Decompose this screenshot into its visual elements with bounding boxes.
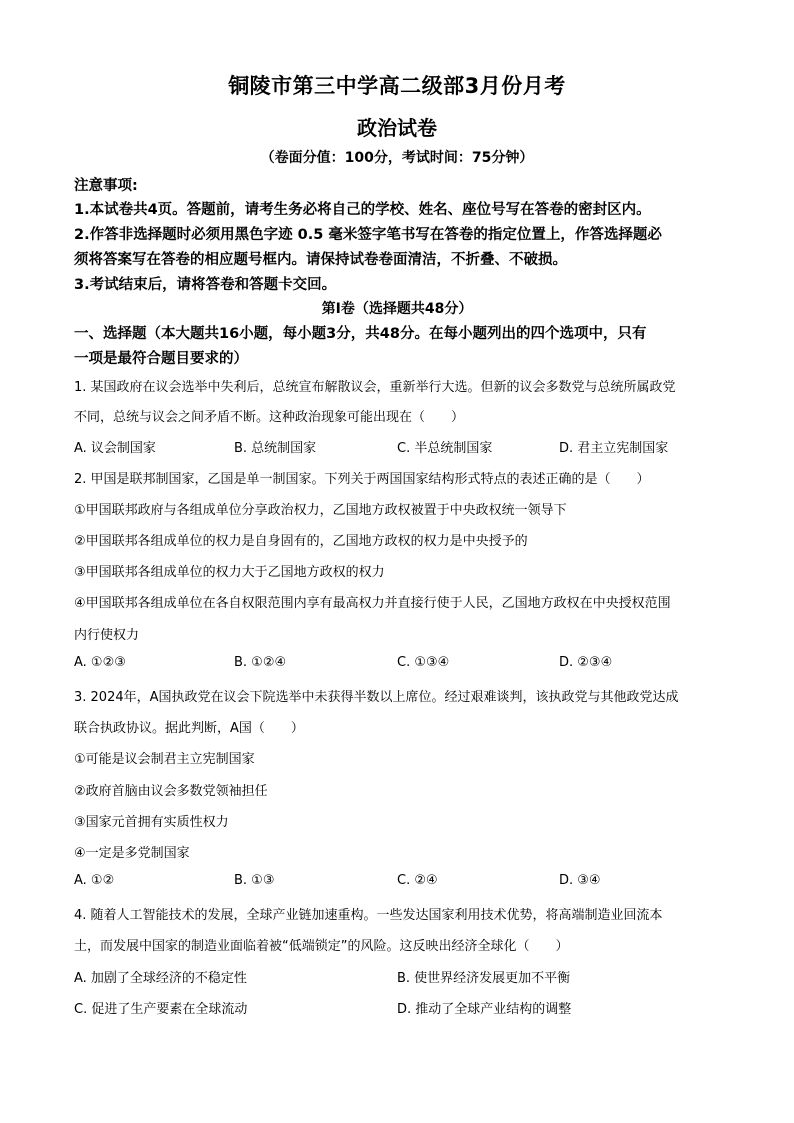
question-1-option-c: C. 半总统制国家 (397, 441, 493, 456)
part1-heading: 第Ⅰ卷（选择题共48分） (321, 301, 473, 317)
exam-subject: 政治试卷 (357, 116, 437, 140)
question-3-statement: ①可能是议会制君主立宪制国家 (74, 752, 255, 767)
question-1-option-b: B. 总统制国家 (234, 441, 317, 456)
question-1-stem: 1. 某国政府在议会选举中失利后，总统宣布解散议会，重新举行大选。但新的议会多数党与总统所属政党 (74, 380, 676, 395)
notice-line: 2.作答非选择题时必须用黑色字迹 0.5 毫米签字笔书写在答卷的指定位置上，作答选择题必 (74, 227, 662, 243)
question-3-statement: ③国家元首拥有实质性权力 (74, 815, 229, 830)
question-2-option-b: B. ①②④ (234, 655, 287, 670)
question-2-statement: ④甲国联邦各组成单位在各自权限范围内享有最高权力并直接行使于人民，乙国地方政权在中央授权范围 (74, 596, 671, 611)
section-instructions: 一、选择题（本大题共16小题，每小题3分，共48分。在每小题列出的四个选项中，只有 (74, 326, 647, 342)
question-3-option-c: C. ②④ (397, 873, 438, 888)
question-4-option-c: C. 促进了生产要素在全球流动 (74, 1002, 248, 1017)
notice-line: 1.本试卷共4页。答题前，请考生务必将自己的学校、姓名、座位号写在答卷的密封区内。 (74, 202, 651, 218)
notice-heading: 注意事项: (74, 178, 138, 194)
question-2-option-a: A. ①②③ (74, 655, 126, 670)
question-4-option-b: B. 使世界经济发展更加不平衡 (397, 971, 571, 986)
question-3-stem: 3. 2024年，A国执政党在议会下院选举中未获得半数以上席位。经过艰难谈判，该执政党与其他政党达成 (74, 690, 679, 705)
notice-line: 须将答案写在答卷的相应题号框内。请保持试卷卷面清洁，不折叠、不破损。 (74, 252, 567, 268)
question-2-statement: ③甲国联邦各组成单位的权力大于乙国地方政权的权力 (74, 565, 385, 580)
question-1-option-d: D. 君主立宪制国家 (559, 441, 669, 456)
question-3-statement: ④一定是多党制国家 (74, 846, 190, 861)
question-4-stem: 4. 随着人工智能技术的发展，全球产业链加速重构。一些发达国家利用技术优势，将高端制造业回流本 (74, 908, 663, 923)
exam-info: （卷面分值：100分，考试时间：75分钟） (260, 150, 534, 166)
question-4-stem: 土，而发展中国家的制造业面临着被“低端锁定”的风险。这反映出经济全球化（ ） (74, 939, 569, 954)
question-2-statement: ②甲国联邦各组成单位的权力是自身固有的，乙国地方政权的权力是中央授予的 (74, 534, 528, 549)
question-2-statement: 内行使权力 (74, 628, 140, 643)
question-3-statement: ②政府首脑由议会多数党领袖担任 (74, 784, 268, 799)
question-1-option-a: A. 议会制国家 (74, 441, 156, 456)
question-3-option-d: D. ③④ (559, 873, 601, 888)
question-1-stem: 不同，总统与议会之间矛盾不断。这种政治现象可能出现在（ ） (74, 410, 465, 425)
question-2-stem: 2. 甲国是联邦制国家，乙国是单一制国家。下列关于两国国家结构形式特点的表述正确的是（ ） (74, 472, 650, 487)
question-3-stem: 联合执政协议。据此判断，A国（ ） (74, 721, 304, 736)
exam-title: 铜陵市第三中学高二级部3月份月考 (228, 74, 566, 98)
notice-line: 3.考试结束后，请将答卷和答题卡交回。 (74, 277, 337, 293)
question-3-option-a: A. ①② (74, 873, 115, 888)
section-instructions: 一项是最符合题目要求的） (74, 351, 248, 367)
question-2-option-d: D. ②③④ (559, 655, 613, 670)
question-2-option-c: C. ①③④ (397, 655, 450, 670)
question-2-statement: ①甲国联邦政府与各组成单位分享政治权力，乙国地方政权被置于中央政权统一领导下 (74, 503, 567, 518)
question-4-option-a: A. 加剧了全球经济的不稳定性 (74, 971, 247, 986)
question-4-option-d: D. 推动了全球产业结构的调整 (397, 1002, 572, 1017)
question-3-option-b: B. ①③ (234, 873, 275, 888)
